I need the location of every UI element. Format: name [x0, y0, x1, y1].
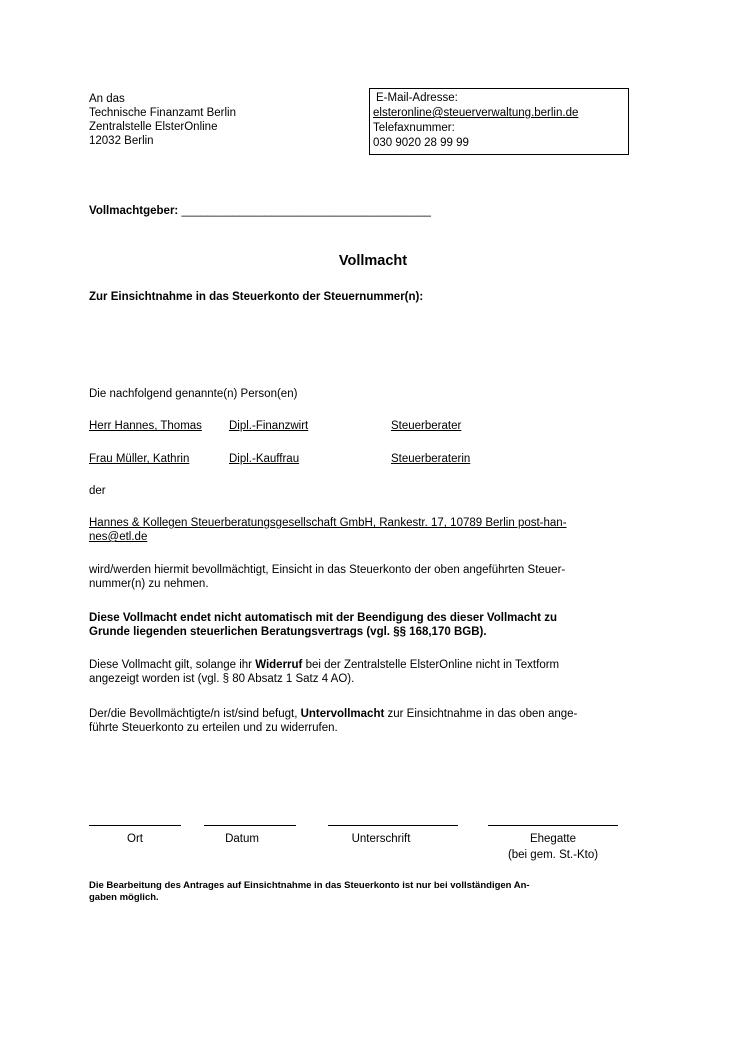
- validity-post: bei der Zentralstelle ElsterOnline nicht in Textform: [302, 659, 560, 671]
- der-text: der: [89, 485, 106, 497]
- person-row: [89, 452, 669, 466]
- sub-authority-text: [89, 707, 669, 735]
- company-line: nes@etl.de: [89, 531, 148, 543]
- address-line: Zentralstelle ElsterOnline: [89, 121, 218, 133]
- place-line[interactable]: [89, 825, 181, 826]
- fax-label: Telefaxnummer:: [373, 122, 455, 134]
- authorization-line: wird/werden hiermit bevollmächtigt, Einsicht in das Steuerkonto der oben angeführten Steuer-: [89, 564, 566, 576]
- validity-line2: angezeigt worden ist (vgl. § 80 Absatz 1 Satz 4 AO).: [89, 673, 355, 685]
- spouse-title: Ehegatte: [529, 833, 577, 845]
- person-name: Frau Müller, Kathrin: [89, 453, 190, 465]
- address-line: 12032 Berlin: [89, 135, 154, 147]
- person-role: Steuerberaterin: [391, 453, 471, 465]
- spouse-note: (bei gem. St.-Kto): [507, 849, 599, 861]
- grantor-line: [89, 204, 669, 218]
- email-label: E-Mail-Adresse:: [376, 92, 458, 104]
- grantor-label: Vollmachtgeber:: [89, 205, 179, 217]
- person-degree: Dipl.-Kauffrau: [229, 453, 300, 465]
- date-line[interactable]: [204, 825, 296, 826]
- sub-authority-line2: führte Steuerkonto zu erteilen und zu widerrufen.: [89, 722, 338, 734]
- company-address: [89, 516, 669, 544]
- authorization-text: [89, 563, 669, 591]
- spouse-label: [488, 832, 618, 862]
- signature-label: Unterschrift: [351, 833, 411, 845]
- validity-bold: Widerruf: [255, 659, 303, 671]
- validity-pre: Diese Vollmacht gilt, solange ihr: [89, 659, 256, 671]
- document-title: Vollmacht: [338, 253, 408, 269]
- date-label: Datum: [225, 833, 259, 845]
- signature-line[interactable]: [328, 825, 458, 826]
- persons-intro: Die nachfolgend genannte(n) Person(en): [89, 388, 298, 400]
- fax-number: 030 9020 28 99 99: [373, 137, 469, 149]
- email-link[interactable]: elsteronline@steuerverwaltung.berlin.de: [373, 107, 579, 119]
- spouse-signature-line[interactable]: [488, 825, 618, 826]
- person-degree: Dipl.-Finanzwirt: [229, 420, 309, 432]
- sub-authority-post: zur Einsichtnahme in das oben ange-: [384, 708, 578, 720]
- place-label: Ort: [127, 833, 143, 845]
- authorization-line: nummer(n) zu nehmen.: [89, 578, 209, 590]
- termination-line: Grunde liegenden steuerlichen Beratungsvertrags (vgl. §§ 168,170 BGB).: [89, 626, 487, 638]
- footer-note: [89, 880, 669, 904]
- address-line: An das: [89, 93, 125, 105]
- person-role: Steuerberater: [391, 420, 462, 432]
- address-line: Technische Finanzamt Berlin: [89, 107, 237, 119]
- document-subtitle: Zur Einsichtnahme in das Steuerkonto der Steuernummer(n):: [89, 291, 424, 303]
- termination-note: [89, 611, 669, 639]
- recipient-address: [89, 92, 236, 148]
- person-row: [89, 419, 669, 433]
- sub-authority-bold: Untervollmacht: [300, 708, 385, 720]
- termination-line: Diese Vollmacht endet nicht automatisch mit der Beendigung des dieser Vollmacht zu: [89, 612, 557, 624]
- grantor-field[interactable]: _______________________________________: [181, 205, 431, 217]
- sub-authority-pre: Der/die Bevollmächtigte/n ist/sind befugt,: [89, 708, 301, 720]
- validity-text: [89, 658, 669, 686]
- footer-line: Die Bearbeitung des Antrages auf Einsichtnahme in das Steuerkonto ist nur bei vollständigen An-: [89, 880, 530, 891]
- footer-line: gaben möglich.: [89, 892, 159, 903]
- contact-box: [369, 88, 629, 155]
- company-line: Hannes & Kollegen Steuerberatungsgesellschaft GmbH, Rankestr. 17, 10789 Berlin post-han-: [89, 517, 567, 529]
- person-name: Herr Hannes, Thomas: [89, 420, 202, 432]
